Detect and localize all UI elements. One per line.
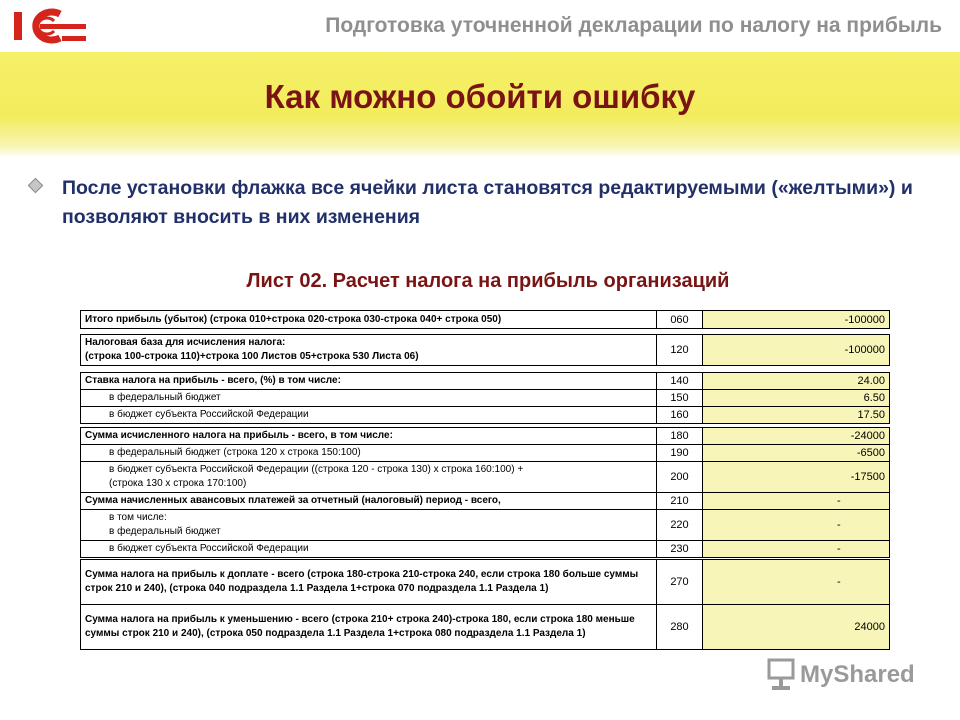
- row-code: 270: [657, 560, 703, 604]
- table-row: [81, 373, 889, 389]
- table-block: [80, 334, 890, 366]
- row-description: в бюджет субъекта Российской Федерации ((строка 120 - строка 130) х строка 160:100) + (строка 130 х строка 170:100): [81, 462, 657, 492]
- row-description: Сумма начисленных авансовых платежей за отчетный (налоговый) период - всего,: [81, 493, 657, 509]
- table-row: [81, 335, 889, 365]
- row-value-cell[interactable]: -24000: [703, 428, 889, 444]
- row-value-cell[interactable]: 6.50: [703, 390, 889, 406]
- row-description: в федеральный бюджет (строка 120 х строка 150:100): [81, 445, 657, 461]
- row-value-cell[interactable]: 24000: [703, 605, 889, 649]
- 1c-logo-icon: [10, 6, 88, 46]
- row-code: 060: [657, 311, 703, 328]
- row-description: в бюджет субъекта Российской Федерации: [81, 407, 657, 423]
- row-description: Налоговая база для исчисления налога: (строка 100-строка 110)+строка 100 Листов 05+строка 530 Листа 06): [81, 335, 657, 365]
- row-code: 180: [657, 428, 703, 444]
- row-description: Сумма налога на прибыль к доплате - всего (строка 180-строка 210-строка 240, если строка 180 больше суммы строк 210 и 240), (строка 040 подраздела 1.1 Раздела 1+строка 070 подраздела 1.1 Раздела 1): [81, 560, 657, 604]
- row-description: Сумма налога на прибыль к уменьшению - всего (строка 210+ строка 240)-строка 180, если строка 180 меньше суммы строк 210 и 240), (строка 050 подраздела 1.1 Раздела 1+строка 080 подраздела 1.1 Раздела 1): [81, 605, 657, 649]
- row-value-cell[interactable]: 24.00: [703, 373, 889, 389]
- row-value-cell[interactable]: -6500: [703, 445, 889, 461]
- table-block: [80, 310, 890, 329]
- row-code: 140: [657, 373, 703, 389]
- row-description: Ставка налога на прибыль - всего, (%) в том числе:: [81, 373, 657, 389]
- row-description: в федеральный бюджет: [81, 390, 657, 406]
- table-row: [81, 444, 889, 461]
- row-value-cell[interactable]: -17500: [703, 462, 889, 492]
- row-description: Итого прибыль (убыток) (строка 010+строка 020-строка 030-строка 040+ строка 050): [81, 311, 657, 328]
- row-code: 280: [657, 605, 703, 649]
- table-row: [81, 540, 889, 557]
- row-value-cell[interactable]: -: [703, 541, 889, 557]
- watermark-text: MyShared: [800, 661, 915, 688]
- row-code: 120: [657, 335, 703, 365]
- table-row: [81, 311, 889, 328]
- top-bar: [0, 0, 960, 52]
- table-row: [81, 406, 889, 423]
- table-block: [80, 559, 890, 650]
- row-code: 210: [657, 493, 703, 509]
- bullet-diamond-icon: [28, 178, 44, 194]
- table-row: [81, 509, 889, 540]
- row-code: 160: [657, 407, 703, 423]
- bullet-text: После установки флажка все ячейки листа становятся редактируемыми («желтыми») и позволяют вносить в них изменения: [62, 177, 913, 228]
- sheet-title: Лист 02. Расчет налога на прибыль организаций: [246, 270, 730, 292]
- row-value-cell[interactable]: -100000: [703, 311, 889, 328]
- row-value-cell[interactable]: -: [703, 560, 889, 604]
- table-row: [81, 461, 889, 492]
- table-block: [80, 427, 890, 558]
- table-row: [81, 560, 889, 604]
- table-row: [81, 604, 889, 649]
- row-value-cell[interactable]: 17.50: [703, 407, 889, 423]
- table-row: [81, 428, 889, 444]
- table-block: [80, 372, 890, 424]
- row-code: 220: [657, 510, 703, 540]
- row-description: в том числе: в федеральный бюджет: [81, 510, 657, 540]
- row-description: Сумма исчисленного налога на прибыль - всего, в том числе:: [81, 428, 657, 444]
- row-code: 200: [657, 462, 703, 492]
- row-code: 190: [657, 445, 703, 461]
- row-code: 150: [657, 390, 703, 406]
- row-value-cell[interactable]: -: [703, 493, 889, 509]
- watermark: [766, 658, 915, 692]
- slide-title: Как можно обойти ошибку: [264, 78, 696, 115]
- table-row: [81, 492, 889, 509]
- header-title: Подготовка уточненной декларации по налогу на прибыль: [325, 14, 942, 37]
- row-code: 230: [657, 541, 703, 557]
- row-value-cell[interactable]: -: [703, 510, 889, 540]
- row-value-cell[interactable]: -100000: [703, 335, 889, 365]
- table-row: [81, 389, 889, 406]
- row-description: в бюджет субъекта Российской Федерации: [81, 541, 657, 557]
- presentation-icon: [766, 658, 796, 692]
